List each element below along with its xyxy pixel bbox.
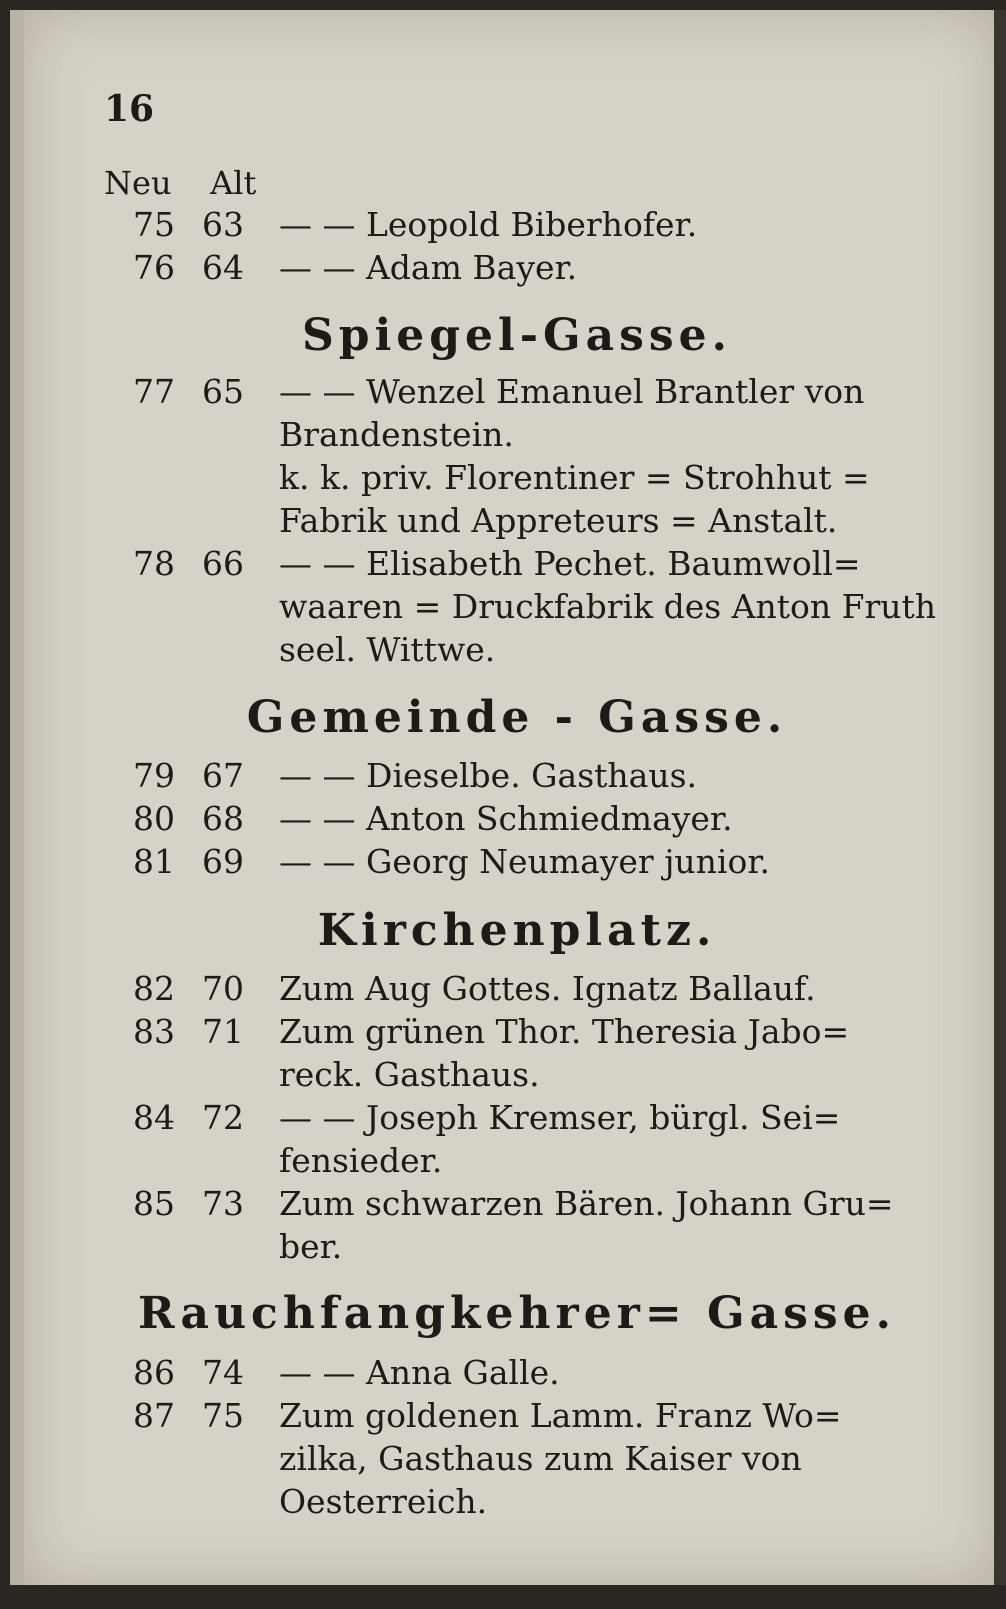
house-number-new: 80 [133,799,175,838]
house-number-old: 63 [202,205,244,244]
entry-text: — — Joseph Kremser, bürgl. Sei= fensieder. [279,1098,851,1180]
house-number-old: 70 [202,969,244,1008]
street-heading: Kirchenplatz. [317,905,717,956]
house-number-old: 65 [202,372,244,411]
column-header-neu: Neu [104,164,172,202]
house-number-new: 77 [133,372,175,411]
house-number-new: 81 [133,842,175,881]
entry-text: — — Dieselbe. Gasthaus. [279,756,698,795]
entry-text: Zum schwarzen Bären. Johann Gru= ber. [279,1184,905,1266]
house-number-new: 84 [133,1098,175,1137]
house-number-new: 76 [133,248,175,287]
house-number-new: 79 [133,756,175,795]
entry-text: — — Georg Neumayer junior. [279,842,770,881]
entry-text: — — Anton Schmiedmayer. [279,799,733,838]
house-number-new: 75 [133,205,175,244]
entry-text: — — Leopold Biberhofer. [279,205,698,244]
house-number-old: 75 [202,1396,244,1435]
column-headers [104,164,256,202]
street-heading: Gemeinde - Gasse. [246,692,788,743]
column-header-alt: Alt [210,164,257,202]
entry-text: Zum goldenen Lamm. Franz Wo= zilka, Gasthaus zum Kaiser von Oesterreich. [279,1396,853,1521]
house-number-old: 64 [202,248,244,287]
house-number-new: 82 [133,969,175,1008]
book-page [10,10,996,1585]
entry-text: Zum Aug Gottes. Ignatz Ballauf. [279,969,816,1008]
house-number-old: 66 [202,544,244,583]
entry-text: — — Adam Bayer. [279,248,578,287]
house-number-new: 83 [133,1012,175,1051]
house-number-old: 72 [202,1098,244,1137]
page-number: 16 [104,88,155,130]
entry-text: — — Anna Galle. [279,1353,560,1392]
house-number-new: 78 [133,544,175,583]
house-number-old: 73 [202,1184,244,1223]
house-number-old: 67 [202,756,244,795]
entry-text: — — Wenzel Emanuel Brantler von Brandenstein. k. k. priv. Florentiner = Strohhut = Fabrik und Appreteurs = Anstalt. [279,372,870,540]
house-number-new: 85 [133,1184,175,1223]
street-heading: Rauchfangkehrer= Gasse. [137,1288,896,1339]
house-number-new: 87 [133,1396,175,1435]
house-number-old: 74 [202,1353,244,1392]
street-heading: Spiegel-Gasse. [302,310,732,361]
house-number-old: 69 [202,842,244,881]
entry-text: Zum grünen Thor. Theresia Jabo= reck. Gasthaus. [279,1012,860,1094]
house-number-old: 68 [202,799,244,838]
entry-text: — — Elisabeth Pechet. Baumwoll= waaren = Druckfabrik des Anton Fruth seel. Wittwe. [279,544,947,669]
house-number-new: 86 [133,1353,175,1392]
page-edge [994,10,1006,1585]
house-number-old: 71 [202,1012,244,1051]
